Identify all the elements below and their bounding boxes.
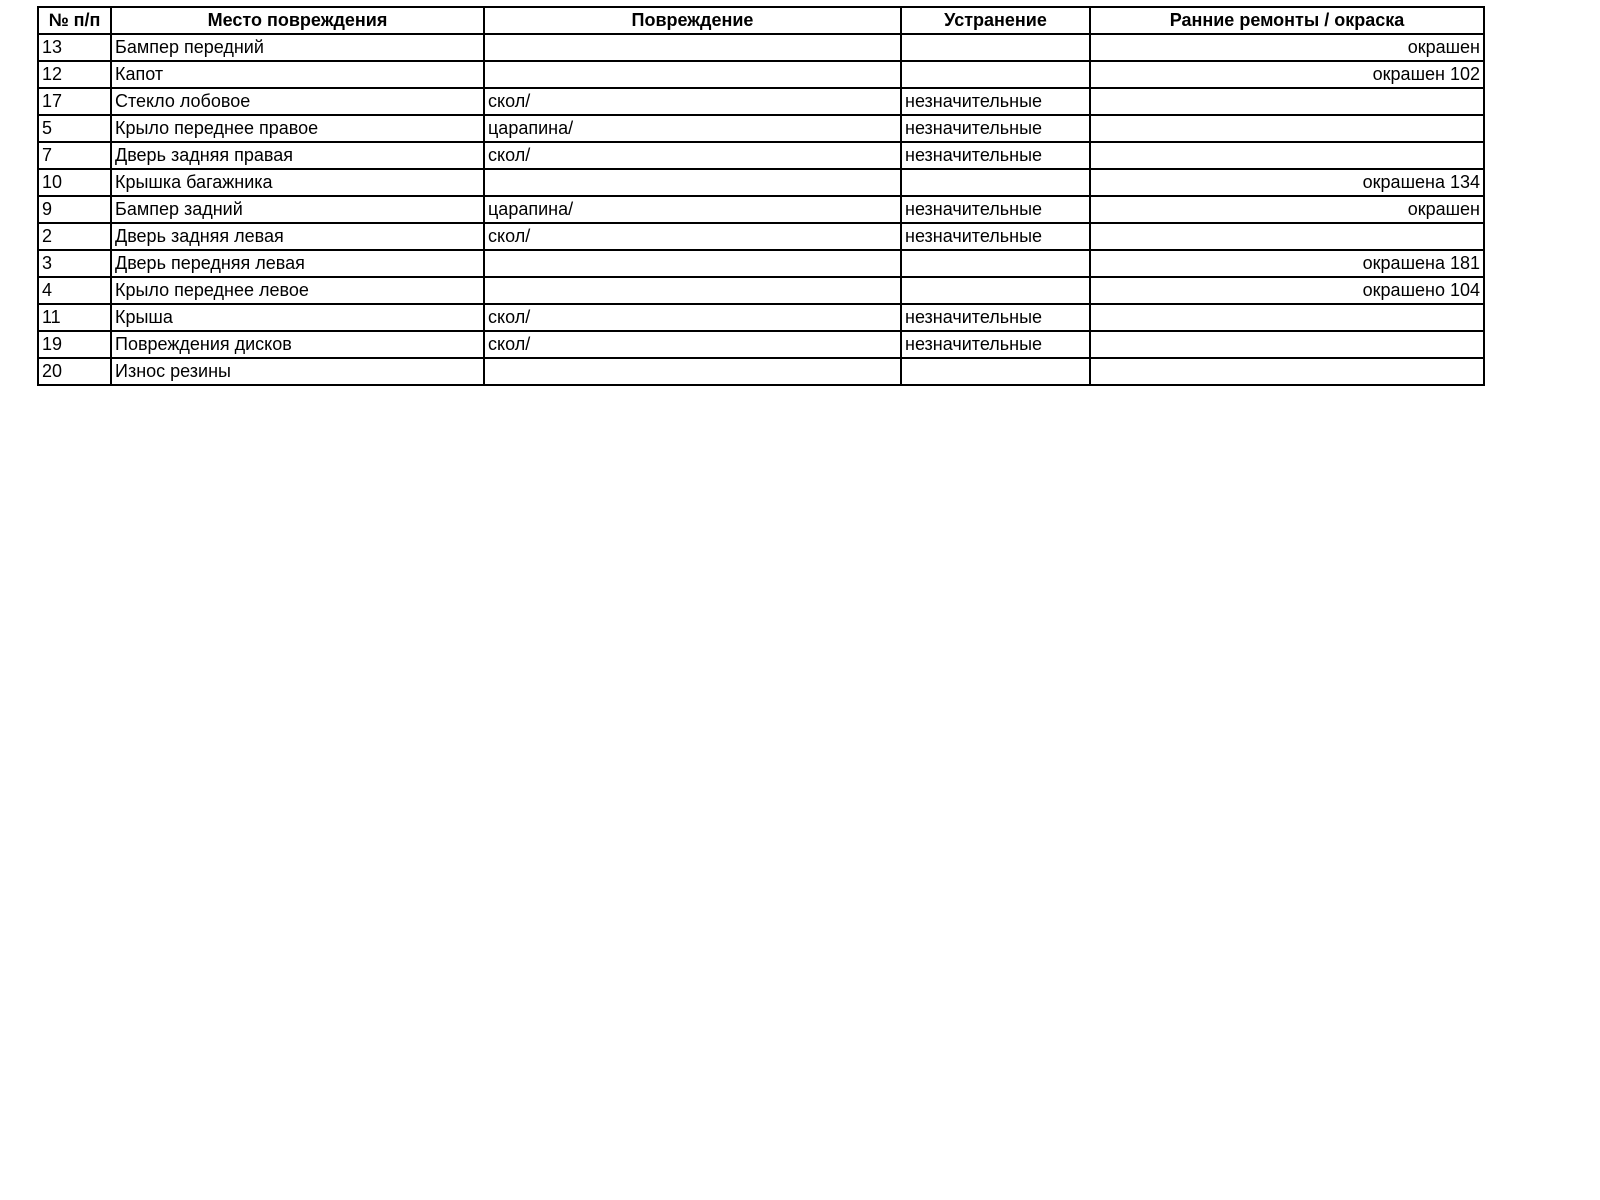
cell-repairs <box>1090 331 1484 358</box>
cell-place: Капот <box>111 61 484 88</box>
cell-num: 19 <box>38 331 111 358</box>
cell-repairs: окрашен <box>1090 34 1484 61</box>
table-row <box>38 304 1484 331</box>
cell-place: Повреждения дисков <box>111 331 484 358</box>
cell-place: Износ резины <box>111 358 484 385</box>
cell-fix: незначительные <box>901 115 1090 142</box>
cell-repairs <box>1090 115 1484 142</box>
cell-repairs: окрашена 134 <box>1090 169 1484 196</box>
cell-place: Бампер задний <box>111 196 484 223</box>
cell-repairs: окрашено 104 <box>1090 277 1484 304</box>
cell-fix: незначительные <box>901 196 1090 223</box>
table-row <box>38 331 1484 358</box>
cell-place: Стекло лобовое <box>111 88 484 115</box>
cell-fix <box>901 61 1090 88</box>
table-row <box>38 142 1484 169</box>
table-row <box>38 34 1484 61</box>
cell-damage: царапина/ <box>484 115 901 142</box>
table-row <box>38 196 1484 223</box>
cell-place: Крыло переднее левое <box>111 277 484 304</box>
cell-damage <box>484 358 901 385</box>
cell-fix: незначительные <box>901 88 1090 115</box>
header-repairs: Ранние ремонты / окраска <box>1090 7 1484 34</box>
cell-fix: незначительные <box>901 304 1090 331</box>
cell-num: 3 <box>38 250 111 277</box>
header-fix: Устранение <box>901 7 1090 34</box>
cell-damage: скол/ <box>484 331 901 358</box>
table-row <box>38 358 1484 385</box>
cell-place: Бампер передний <box>111 34 484 61</box>
damage-report-sheet <box>37 6 1485 386</box>
cell-damage <box>484 250 901 277</box>
cell-place: Дверь задняя правая <box>111 142 484 169</box>
cell-num: 9 <box>38 196 111 223</box>
cell-fix <box>901 34 1090 61</box>
cell-place: Крыло переднее правое <box>111 115 484 142</box>
cell-repairs: окрашен <box>1090 196 1484 223</box>
cell-repairs <box>1090 142 1484 169</box>
table-row <box>38 277 1484 304</box>
table-row <box>38 169 1484 196</box>
cell-fix: незначительные <box>901 142 1090 169</box>
cell-num: 13 <box>38 34 111 61</box>
cell-damage <box>484 169 901 196</box>
cell-repairs <box>1090 223 1484 250</box>
cell-num: 11 <box>38 304 111 331</box>
table-row <box>38 250 1484 277</box>
cell-damage: царапина/ <box>484 196 901 223</box>
cell-place: Крышка багажника <box>111 169 484 196</box>
header-damage: Повреждение <box>484 7 901 34</box>
cell-damage: скол/ <box>484 223 901 250</box>
cell-num: 5 <box>38 115 111 142</box>
cell-fix <box>901 250 1090 277</box>
cell-repairs <box>1090 358 1484 385</box>
cell-num: 17 <box>38 88 111 115</box>
cell-num: 12 <box>38 61 111 88</box>
cell-num: 7 <box>38 142 111 169</box>
table-row <box>38 88 1484 115</box>
cell-fix: незначительные <box>901 223 1090 250</box>
header-num: № п/п <box>38 7 111 34</box>
cell-num: 10 <box>38 169 111 196</box>
header-place: Место повреждения <box>111 7 484 34</box>
table-row <box>38 115 1484 142</box>
cell-repairs <box>1090 88 1484 115</box>
cell-num: 20 <box>38 358 111 385</box>
table-row <box>38 61 1484 88</box>
cell-place: Крыша <box>111 304 484 331</box>
cell-num: 2 <box>38 223 111 250</box>
table-row <box>38 223 1484 250</box>
cell-fix: незначительные <box>901 331 1090 358</box>
cell-fix <box>901 277 1090 304</box>
cell-repairs <box>1090 304 1484 331</box>
cell-place: Дверь задняя левая <box>111 223 484 250</box>
cell-damage <box>484 61 901 88</box>
cell-damage: скол/ <box>484 142 901 169</box>
cell-damage <box>484 277 901 304</box>
cell-num: 4 <box>38 277 111 304</box>
cell-place: Дверь передняя левая <box>111 250 484 277</box>
table-header-row <box>38 7 1484 34</box>
cell-fix <box>901 358 1090 385</box>
damage-table <box>37 6 1485 386</box>
cell-damage: скол/ <box>484 304 901 331</box>
cell-fix <box>901 169 1090 196</box>
cell-damage: скол/ <box>484 88 901 115</box>
cell-damage <box>484 34 901 61</box>
cell-repairs: окрашена 181 <box>1090 250 1484 277</box>
cell-repairs: окрашен 102 <box>1090 61 1484 88</box>
